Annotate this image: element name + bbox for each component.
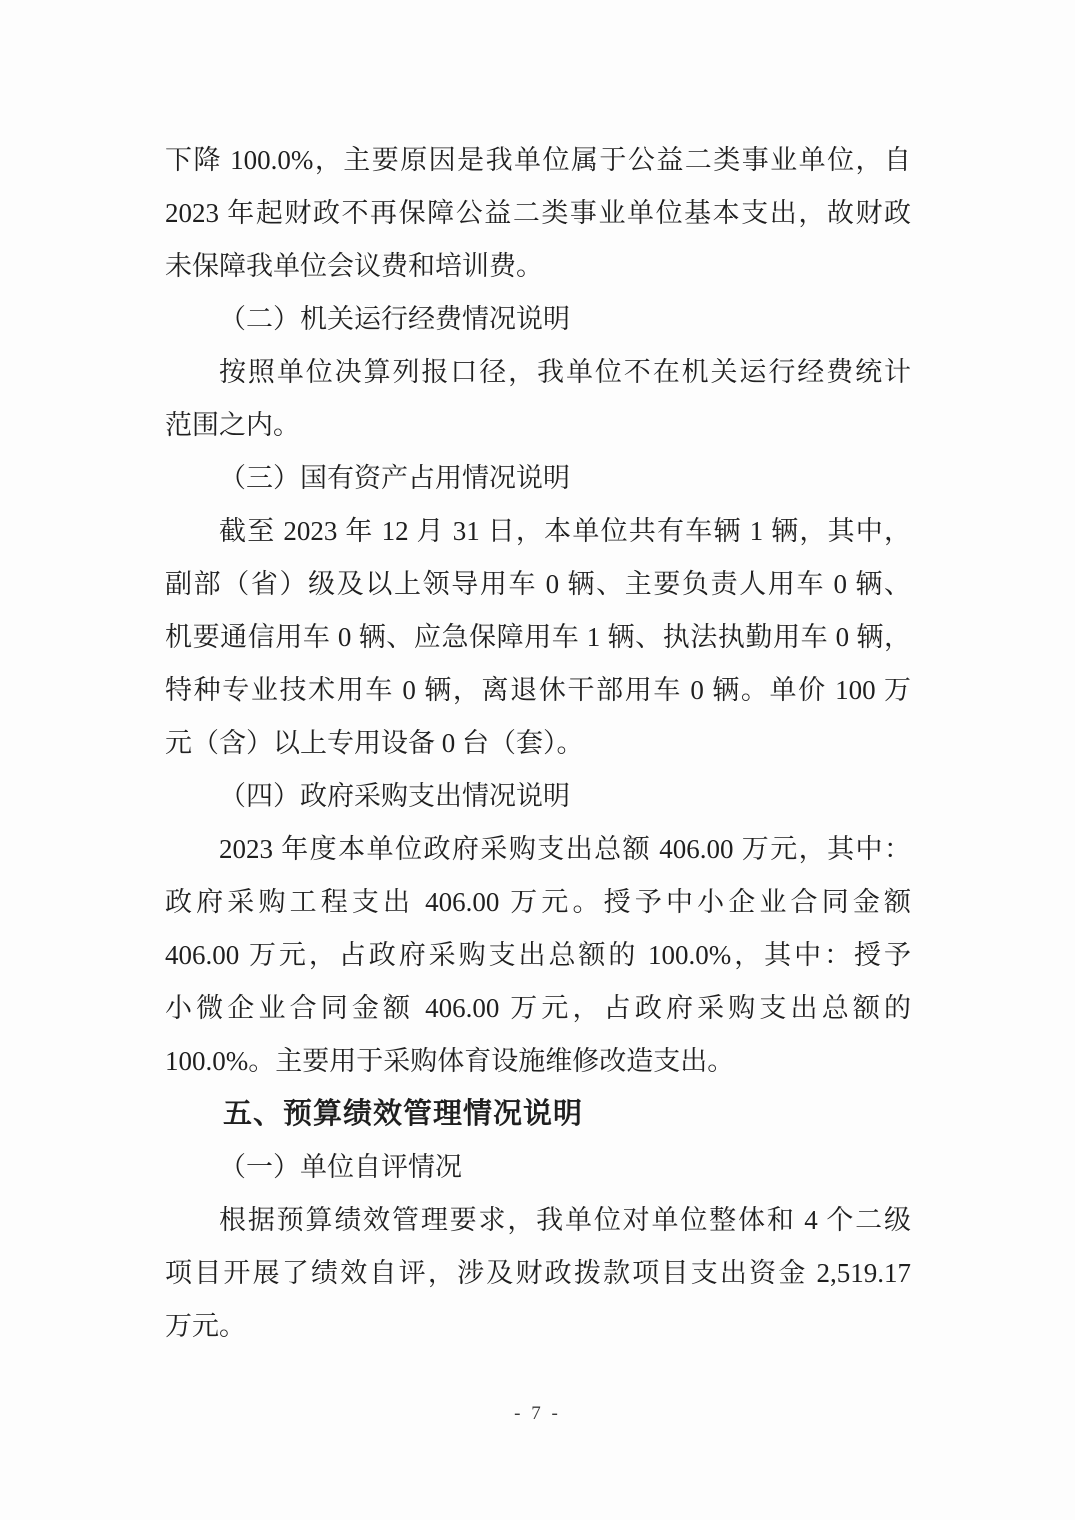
paragraph-line: 406.00 万元，占政府采购支出总额的 100.0%，其中：授予 bbox=[165, 940, 911, 970]
sub-heading: （二）机关运行经费情况说明 bbox=[219, 304, 570, 334]
page-number: - 7 - bbox=[514, 1403, 561, 1424]
section-heading: 五、预算绩效管理情况说明 bbox=[223, 1098, 584, 1130]
sub-heading: （一）单位自评情况 bbox=[219, 1152, 462, 1182]
paragraph-line: 未保障我单位会议费和培训费。 bbox=[165, 251, 543, 281]
sub-heading: （四）政府采购支出情况说明 bbox=[219, 781, 570, 811]
paragraph-line: 按照单位决算列报口径，我单位不在机关运行经费统计 bbox=[219, 357, 911, 387]
sub-heading: （三）国有资产占用情况说明 bbox=[219, 463, 570, 493]
paragraph-line: 截至 2023 年 12 月 31 日，本单位共有车辆 1 辆，其中， bbox=[219, 516, 911, 546]
paragraph-line: 项目开展了绩效自评，涉及财政拨款项目支出资金 2,519.17 bbox=[165, 1258, 911, 1288]
paragraph-line: 元（含）以上专用设备 0 台（套）。 bbox=[165, 728, 584, 758]
paragraph-line: 万元。 bbox=[165, 1311, 246, 1341]
paragraph-line: 下降 100.0%，主要原因是我单位属于公益二类事业单位，自 bbox=[165, 145, 911, 175]
paragraph-line: 机要通信用车 0 辆、应急保障用车 1 辆、执法执勤用车 0 辆， bbox=[165, 622, 911, 652]
paragraph-line: 2023 年起财政不再保障公益二类事业单位基本支出，故财政 bbox=[165, 198, 911, 228]
paragraph-line: 范围之内。 bbox=[165, 410, 300, 440]
paragraph-line: 小微企业合同金额 406.00 万元，占政府采购支出总额的 bbox=[165, 993, 911, 1023]
paragraph-line: 2023 年度本单位政府采购支出总额 406.00 万元，其中： bbox=[219, 834, 911, 864]
paragraph-line: 根据预算绩效管理要求，我单位对单位整体和 4 个二级 bbox=[219, 1205, 911, 1235]
page-footer bbox=[0, 1400, 1075, 1428]
paragraph-line: 特种专业技术用车 0 辆，离退休干部用车 0 辆。单价 100 万 bbox=[165, 675, 911, 705]
document-body bbox=[165, 134, 911, 1353]
paragraph-line: 政府采购工程支出 406.00 万元。授予中小企业合同金额 bbox=[165, 887, 911, 917]
paragraph-line: 副部（省）级及以上领导用车 0 辆、主要负责人用车 0 辆、 bbox=[165, 569, 911, 599]
paragraph-line: 100.0%。主要用于采购体育设施维修改造支出。 bbox=[165, 1046, 735, 1076]
